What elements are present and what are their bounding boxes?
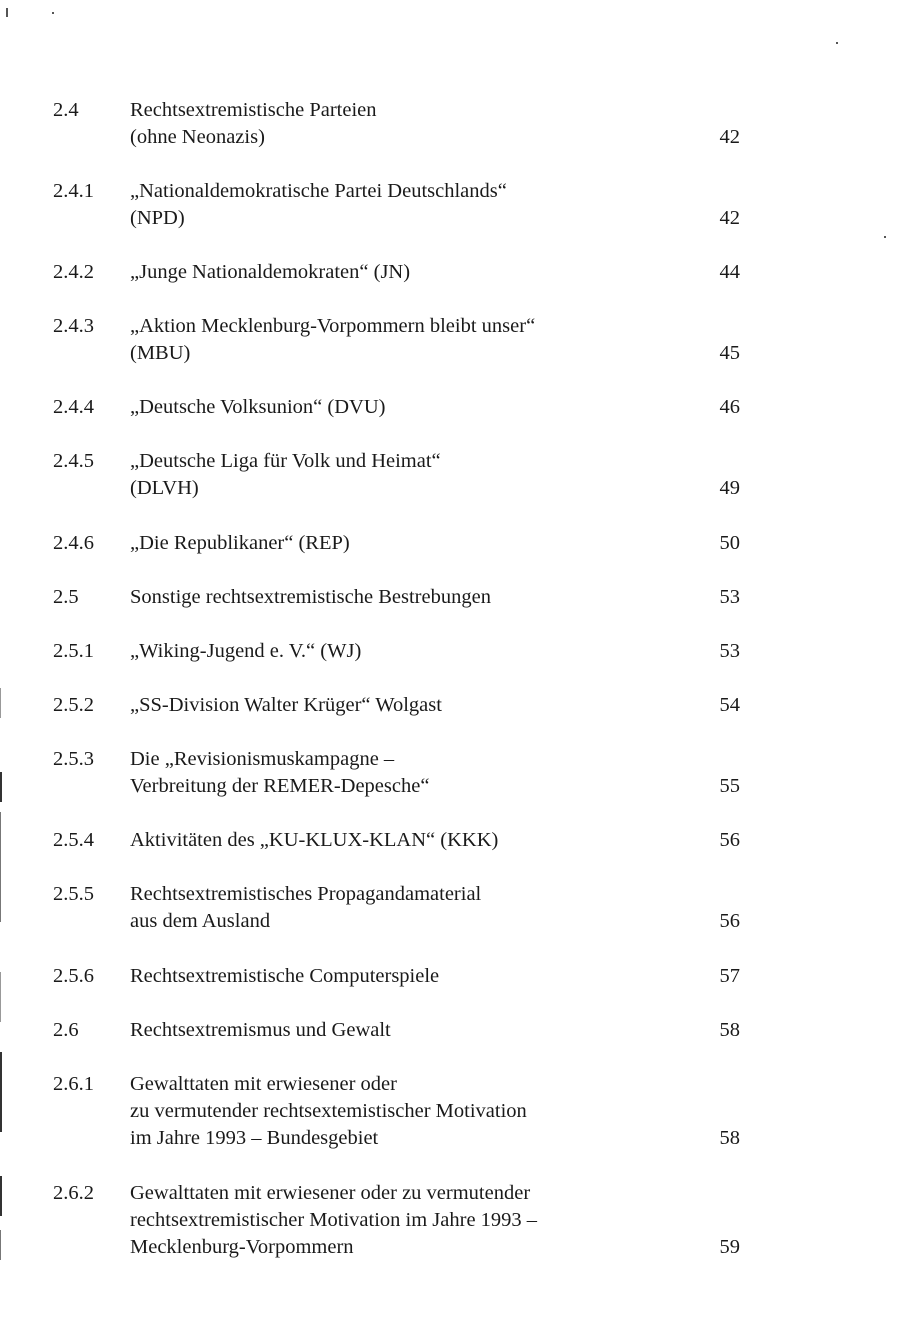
toc-section-title <box>130 1180 670 1261</box>
toc-section-title <box>130 584 670 611</box>
toc-title-line: (ohne Neonazis) <box>130 126 265 148</box>
toc-section-number: 2.6 <box>53 1019 79 1041</box>
toc-section-title <box>130 97 670 151</box>
scan-edge-mark <box>0 688 1 718</box>
toc-page-number: 42 <box>719 207 740 229</box>
toc-section-number: 2.5.3 <box>53 748 94 770</box>
toc-page-number: 44 <box>719 261 740 283</box>
toc-section-title <box>130 638 670 665</box>
toc-section-number: 2.4.6 <box>53 532 94 554</box>
toc-title-line: (MBU) <box>130 342 191 364</box>
toc-section-number: 2.5.1 <box>53 640 94 662</box>
toc-page-number: 50 <box>719 532 740 554</box>
toc-section-number: 2.4 <box>53 99 79 121</box>
toc-section-number: 2.5.5 <box>53 883 94 905</box>
toc-title-line: Mecklenburg-Vorpommern <box>130 1236 354 1258</box>
toc-section-title <box>130 313 670 367</box>
toc-title-line: Gewalttaten mit erwiesener oder <box>130 1073 397 1095</box>
toc-title-line: Rechtsextremismus und Gewalt <box>130 1019 391 1041</box>
toc-section-title <box>130 448 670 502</box>
scan-edge-mark <box>0 1176 2 1216</box>
toc-title-line: Die „Revisionismuskampagne – <box>130 748 395 770</box>
scan-edge-mark <box>0 812 1 922</box>
toc-page-number: 59 <box>719 1236 740 1258</box>
toc-title-line: Aktivitäten des „KU-KLUX-KLAN“ (KKK) <box>130 829 499 851</box>
toc-page-number: 46 <box>719 396 740 418</box>
scan-speck <box>6 8 8 17</box>
toc-title-line: Rechtsextremistisches Propagandamaterial <box>130 883 482 905</box>
toc-title-line: Verbreitung der REMER-Depesche“ <box>130 775 430 797</box>
scan-edge-mark <box>0 1052 2 1132</box>
toc-title-line: „Die Republikaner“ (REP) <box>130 532 350 554</box>
toc-section-title <box>130 746 670 800</box>
toc-title-line: Rechtsextremistische Parteien <box>130 99 377 121</box>
toc-section-title <box>130 1071 670 1152</box>
toc-page-number: 58 <box>719 1019 740 1041</box>
toc-section-number: 2.4.3 <box>53 315 94 337</box>
toc-section-title <box>130 394 670 421</box>
toc-section-title <box>130 963 670 990</box>
toc-title-line: Gewalttaten mit erwiesener oder zu vermutender <box>130 1182 531 1204</box>
scan-edge-mark <box>0 772 2 802</box>
toc-page-number: 57 <box>719 965 740 987</box>
toc-section-number: 2.5.4 <box>53 829 94 851</box>
toc-section-number: 2.5.2 <box>53 694 94 716</box>
scan-speck <box>836 42 838 44</box>
toc-page-number: 45 <box>719 342 740 364</box>
toc-section-number: 2.4.5 <box>53 450 94 472</box>
toc-section-title <box>130 827 670 854</box>
toc-title-line: Sonstige rechtsextremistische Bestrebungen <box>130 586 491 608</box>
scan-edge-mark <box>0 1230 1 1260</box>
toc-section-title <box>130 178 670 232</box>
toc-title-line: (NPD) <box>130 207 185 229</box>
toc-page-number: 54 <box>719 694 740 716</box>
toc-section-number: 2.4.4 <box>53 396 94 418</box>
toc-title-line: „Nationaldemokratische Partei Deutschlands“ <box>130 180 507 202</box>
toc-section-number: 2.5 <box>53 586 79 608</box>
toc-title-line: rechtsextremistischer Motivation im Jahre 1993 – <box>130 1209 538 1231</box>
scan-speck <box>884 236 886 238</box>
toc-section-title <box>130 881 670 935</box>
toc-title-line: „Deutsche Volksunion“ (DVU) <box>130 396 386 418</box>
toc-section-title <box>130 530 670 557</box>
toc-section-number: 2.6.2 <box>53 1182 94 1204</box>
toc-page-number: 56 <box>719 829 740 851</box>
toc-page-number: 53 <box>719 586 740 608</box>
toc-title-line: „Deutsche Liga für Volk und Heimat“ <box>130 450 441 472</box>
toc-section-title <box>130 259 670 286</box>
toc-section-title <box>130 1017 670 1044</box>
scan-speck <box>52 12 54 14</box>
toc-page-number: 58 <box>719 1127 740 1149</box>
toc-title-line: (DLVH) <box>130 477 199 499</box>
toc-section-number: 2.4.1 <box>53 180 94 202</box>
toc-page-number: 53 <box>719 640 740 662</box>
toc-section-number: 2.4.2 <box>53 261 94 283</box>
toc-section-number: 2.6.1 <box>53 1073 94 1095</box>
toc-page-number: 56 <box>719 910 740 932</box>
toc-page-number: 55 <box>719 775 740 797</box>
toc-page-number: 49 <box>719 477 740 499</box>
toc-title-line: im Jahre 1993 – Bundesgebiet <box>130 1127 379 1149</box>
toc-title-line: zu vermutender rechtsextemistischer Motivation <box>130 1100 527 1122</box>
toc-title-line: „SS-Division Walter Krüger“ Wolgast <box>130 694 442 716</box>
toc-title-line: „Junge Nationaldemokraten“ (JN) <box>130 261 411 283</box>
toc-section-number: 2.5.6 <box>53 965 94 987</box>
toc-title-line: aus dem Ausland <box>130 910 271 932</box>
toc-page-number: 42 <box>719 126 740 148</box>
scan-edge-mark <box>0 972 1 1022</box>
toc-title-line: „Aktion Mecklenburg-Vorpommern bleibt unser“ <box>130 315 536 337</box>
toc-title-line: Rechtsextremistische Computerspiele <box>130 965 440 987</box>
toc-section-title <box>130 692 670 719</box>
toc-title-line: „Wiking-Jugend e. V.“ (WJ) <box>130 640 362 662</box>
